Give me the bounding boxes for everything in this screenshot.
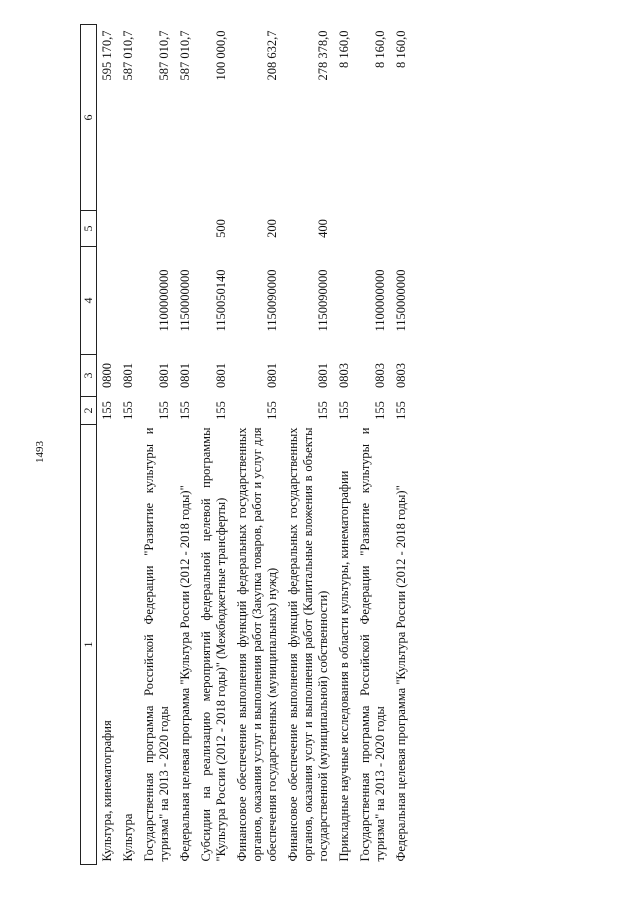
row-grbs: 155 <box>214 401 228 420</box>
row-target: 1100000000 <box>373 269 387 332</box>
table-row <box>97 25 119 865</box>
row-grbs: 155 <box>316 401 330 420</box>
row-grbs: 155 <box>265 401 279 420</box>
row-target: 1150090000 <box>316 269 330 332</box>
row-grbs: 155 <box>121 401 135 420</box>
row-grbs: 155 <box>394 401 408 420</box>
row-vr <box>139 211 175 247</box>
row-vr <box>175 211 196 247</box>
row-vr: 400 <box>316 219 330 238</box>
row-section: 0801 <box>316 363 330 388</box>
row-target: 1150000000 <box>178 269 192 332</box>
table-row <box>391 25 412 865</box>
row-amount: 8 160,0 <box>337 30 351 68</box>
column-header-6: 6 <box>81 25 97 211</box>
row-amount: 8 160,0 <box>394 30 408 68</box>
row-target: 1150090000 <box>265 269 279 332</box>
column-header-5: 5 <box>81 211 97 247</box>
row-target <box>118 247 139 355</box>
table-row <box>118 25 139 865</box>
row-grbs: 155 <box>337 401 351 420</box>
row-grbs: 155 <box>100 401 114 420</box>
row-name: Финансовое обеспечение выполнения функций федеральных государственных органов, оказания услуг и выполнения работ (Закупка товаров, работ и услуг для обеспечения государственных (муниципальных) нужд) <box>235 427 279 862</box>
row-vr <box>355 211 391 247</box>
row-grbs: 155 <box>178 401 192 420</box>
row-section: 0803 <box>373 363 387 388</box>
row-amount: 595 170,7 <box>100 30 114 81</box>
row-amount: 278 378,0 <box>316 30 330 81</box>
table-row <box>175 25 196 865</box>
row-vr <box>97 211 119 247</box>
table-row <box>232 25 283 865</box>
row-target <box>97 247 119 355</box>
column-header-4: 4 <box>81 247 97 355</box>
row-vr: 500 <box>214 219 228 238</box>
column-header-3: 3 <box>81 355 97 397</box>
row-section: 0800 <box>100 363 114 388</box>
row-name: Федеральная целевая программа "Культура России (2012 - 2018 годы)" <box>178 485 192 862</box>
row-vr <box>334 211 355 247</box>
table-row <box>334 25 355 865</box>
row-amount: 587 010,7 <box>157 30 171 81</box>
row-amount: 8 160,0 <box>373 30 387 68</box>
rotated-page-content <box>80 25 630 865</box>
budget-table <box>80 24 412 865</box>
row-vr: 200 <box>265 219 279 238</box>
row-target <box>334 247 355 355</box>
row-amount: 100 000,0 <box>214 30 228 81</box>
row-section: 0801 <box>178 363 192 388</box>
row-section: 0803 <box>394 363 408 388</box>
row-name: Федеральная целевая программа "Культура России (2012 - 2018 годы)" <box>394 485 408 862</box>
row-amount: 587 010,7 <box>121 30 135 81</box>
row-grbs: 155 <box>373 401 387 420</box>
row-vr <box>391 211 412 247</box>
row-name: Культура, кинематография <box>100 720 114 862</box>
row-target: 1100000000 <box>157 269 171 332</box>
row-name: Культура <box>121 813 135 862</box>
table-header-row <box>81 25 97 865</box>
table-row <box>196 25 232 865</box>
page-number: 1493 <box>34 441 46 463</box>
row-target: 1150000000 <box>394 269 408 332</box>
row-name: Субсидии на реализацию мероприятий федеральной целевой программы "Культура России (2012 - 2018 годы)" (Межбюджетные трансферты) <box>199 427 228 862</box>
row-amount: 587 010,7 <box>178 30 192 81</box>
row-section: 0801 <box>265 363 279 388</box>
table-row <box>139 25 175 865</box>
row-section: 0801 <box>121 363 135 388</box>
row-amount: 208 632,7 <box>265 30 279 81</box>
row-name: Государственная программа Российской Федерации "Развитие культуры и туризма" на 2013 - 2020 годы <box>142 427 171 862</box>
table-row <box>355 25 391 865</box>
row-vr <box>118 211 139 247</box>
row-section: 0803 <box>337 363 351 388</box>
column-header-2: 2 <box>81 397 97 425</box>
row-section: 0801 <box>157 363 171 388</box>
row-grbs: 155 <box>157 401 171 420</box>
row-name: Государственная программа Российской Федерации "Развитие культуры и туризма" на 2013 - 2020 годы <box>358 427 387 862</box>
row-name: Прикладные научные исследования в области культуры, кинематографии <box>337 470 351 862</box>
column-header-1: 1 <box>81 425 97 865</box>
row-section: 0801 <box>214 363 228 388</box>
row-target: 1150050140 <box>214 269 228 332</box>
row-name: Финансовое обеспечение выполнения функций федеральных государственных органов, оказания услуг и выполнения работ (Капитальные вложения в объекты государственной (муниципальной) собственности) <box>286 427 330 862</box>
table-row <box>283 25 334 865</box>
